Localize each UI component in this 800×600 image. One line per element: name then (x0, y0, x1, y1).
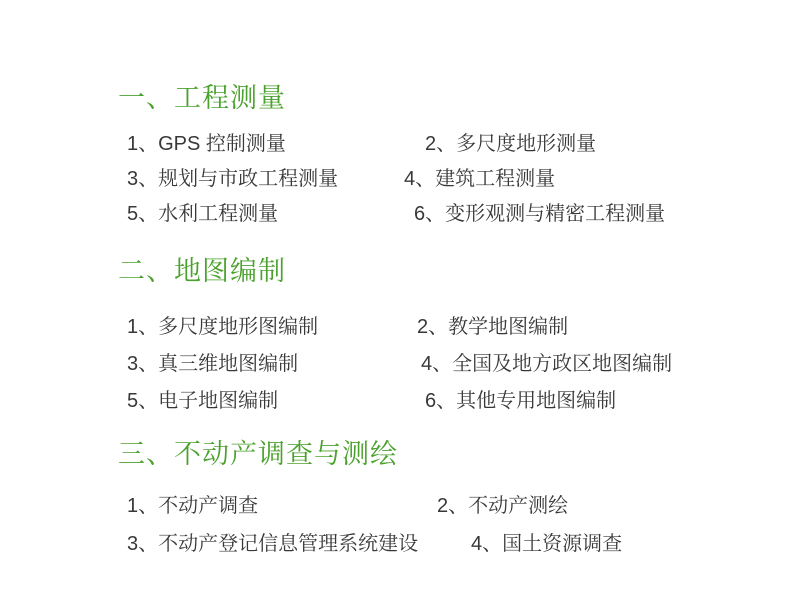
list-item: 3、真三维地图编制 (127, 353, 299, 375)
list-item: 1、不动产调查 (127, 495, 259, 517)
list-row (0, 313, 800, 341)
list-item: 5、电子地图编制 (127, 390, 279, 412)
section-heading-map-compilation: 二、地图编制 (118, 256, 286, 286)
list-item: 1、GPS 控制测量 (127, 133, 286, 155)
list-item: 3、规划与市政工程测量 (127, 168, 339, 190)
list-row (0, 387, 800, 415)
list-item: 1、多尺度地形图编制 (127, 316, 319, 338)
list-item: 6、变形观测与精密工程测量 (414, 203, 666, 225)
list-row (0, 492, 800, 520)
section-heading-engineering-survey: 一、工程测量 (118, 83, 286, 113)
list-item: 4、全国及地方政区地图编制 (421, 353, 673, 375)
list-row (0, 165, 800, 193)
list-item: 6、其他专用地图编制 (425, 390, 617, 412)
section-heading-real-estate-survey: 三、不动产调查与测绘 (118, 439, 398, 469)
list-item: 3、不动产登记信息管理系统建设 (127, 533, 419, 555)
list-item: 2、不动产测绘 (437, 495, 569, 517)
list-item: 2、多尺度地形测量 (425, 133, 597, 155)
list-item: 4、国土资源调查 (471, 533, 623, 555)
list-item: 2、教学地图编制 (417, 316, 569, 338)
list-row (0, 530, 800, 558)
list-row (0, 350, 800, 378)
list-item: 4、建筑工程测量 (404, 168, 556, 190)
list-row (0, 200, 800, 228)
list-item: 5、水利工程测量 (127, 203, 279, 225)
list-row (0, 130, 800, 158)
